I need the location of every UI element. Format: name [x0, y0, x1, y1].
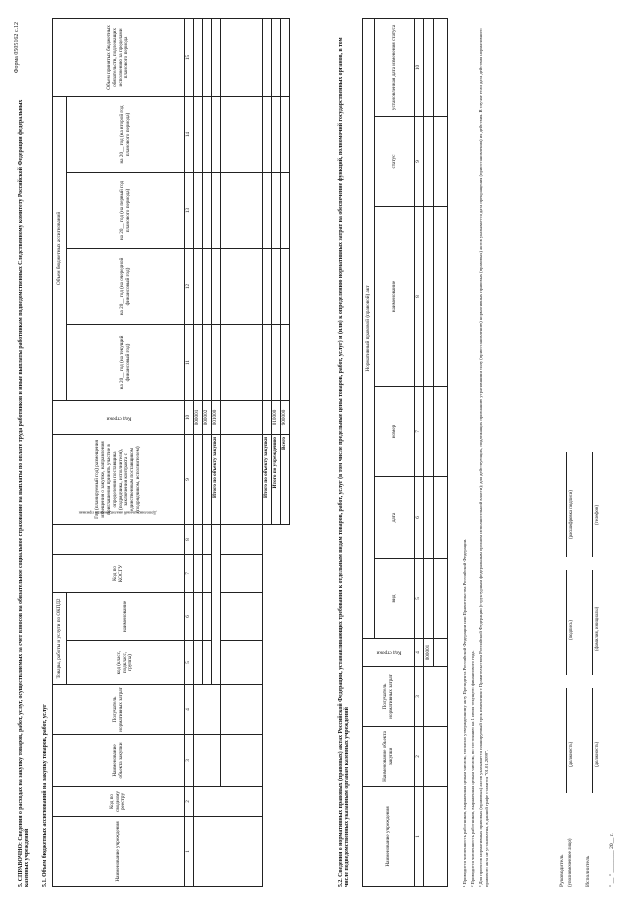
head-sub-label: (уполномоченное лицо): [568, 838, 573, 887]
head-label: Руководитель: [559, 854, 565, 887]
head-signature-line: [566, 570, 567, 675]
norm-acts-table: Наименование учреждения Наименование объекта закупки Получатель нормативных затрат Код строки Нормативный правовой (правовой) акт вид дата номер наименование статус установленная дата изменения статуса 1 2 3 4 5 6 7 8 9 10 000001: [362, 18, 448, 887]
col-year-plan1: на 20__ год (на первый год планового периода): [67, 172, 185, 248]
t2-col-act-name: наименование: [375, 207, 415, 387]
col-norm-recipient: Получатель нормативных затрат: [53, 685, 185, 735]
executor-phone-caption: (телефон): [595, 504, 600, 525]
head-decoding-caption: (расшифровка подписи): [569, 490, 574, 539]
date-line: " __ " ________ 20__ г.: [609, 833, 615, 887]
col-object-name: Наименование объекта закупки: [53, 735, 185, 787]
col-year-next: на 20__ год (на очередной финансовый год): [67, 248, 185, 324]
executor-fio-line: [592, 570, 593, 675]
head-signature-caption: (подпись): [569, 620, 574, 640]
table2-number-row: 1 2 3 4 5 6 7 8 9 10: [415, 18, 424, 886]
table-row-grand-total: Всего 900000: [281, 18, 290, 886]
table-row: 000002: [203, 18, 212, 886]
form-code: Форма 0505162 с.12: [14, 22, 20, 74]
footnote-2: ² Приводится численность работников, выраженная целым числом, по состоянию на 1 июля текущего финансового года.: [470, 650, 475, 887]
col-extra-attr: Дополнительный аналитический признак: [53, 524, 185, 554]
head-decoding-line: [566, 452, 567, 557]
footnote-1: ¹ Приводится численность работников, выраженная целым числом, согласно утвержденному акту Президента Российской Федерации или Правительства Российской Федерации.: [462, 538, 467, 887]
col-registry-code: Код по сводному реестру: [53, 787, 185, 817]
table-row-institution-total: Итого по учреждению 010000: [272, 18, 281, 886]
executor-phone-line: [592, 452, 593, 557]
t2-col-act-status-date: установленная дата изменения статуса: [375, 18, 415, 116]
footnote-3: ³ Для проектов нормативных правовых (правовых) актов указывается планируемый срок изменения с Правительством Российской Федерации (структурным федеральным органом исполнительной власти); для действующих, подлежащих признанию утратившими силу (приостановлению) нормативных правовых (правовых) актов указывается дата прекращения (приостановления) их действия. В случае если дата действия нормативного правового акта не установлена, в данной графе ставится "01.01.2099".: [478, 28, 489, 887]
col-goods-group: Товары, работы и услуги по ОКПД2: [53, 592, 67, 684]
executor-fio-caption: (фамилия, инициалы): [595, 606, 600, 651]
t2-col-act-number: номер: [375, 387, 415, 477]
head-position-line: [566, 688, 567, 793]
col-institution-name: Наименование учреждения: [53, 817, 185, 887]
table-row: 000001: [424, 18, 434, 886]
executor-position-caption: (должность): [595, 741, 600, 767]
executor-position-line: [592, 688, 593, 793]
table-row: 000001: [194, 18, 203, 886]
section-5-title: 5. СПРАВОЧНО: Сведения о расходах на закупку товаров, работ, услуг, осуществляемых за счет взносов на обязательное социальное страхование на выплаты по оплате труда работников и иные выплаты работникам подведомственных Следственному комитету Российской Федерации федеральных казенных учреждений: [18, 99, 31, 887]
section-5-1-title: 5.1. Объем бюджетных ассигнований на закупку товаров, работ, услуг: [42, 704, 48, 887]
col-goods-name: наименование: [67, 592, 185, 640]
col-kosgu: Код по КОСГУ: [53, 554, 185, 592]
col-commitments: Объем принятых бюджетных обязательств, подлежащих исполнению за пределами планового периода: [53, 18, 185, 96]
col-line-code: Код строки: [53, 400, 185, 434]
table-row-object-total: Итого по объекту закупки 001000: [212, 18, 221, 886]
t2-col-act-status: статус: [375, 117, 415, 207]
table-row-object-total-2: Итого по объекту закупки: [263, 18, 272, 886]
col-goods-code: код (класс, подкласс, группа): [67, 641, 185, 685]
table-row: [221, 18, 263, 886]
col-year-plan2: на 20__ год (на второй год планового периода): [67, 96, 185, 172]
col-budget-group: Объем бюджетных ассигнований: [53, 96, 67, 400]
t2-col-act-group: Нормативный правовой (правовой) акт: [363, 18, 375, 638]
col-year-current: на 20__ год (на текущий финансовый год): [67, 324, 185, 400]
section-5-2-title: 5.2. Сведения о нормативных правовых (правовых) актах Российской Федерации, устанавливающих требования к отдельным видам товаров, работ, услуг (в том числе предельные цены товаров, работ, услуг) и (или) к определению нормативных затрат на обеспечение функций, полномочий государственных органов, в том числе подведомственных указанным органам казенных учреждений: [338, 37, 351, 887]
executor-label: Исполнитель: [585, 855, 591, 887]
head-position-caption: (должность): [569, 741, 574, 767]
budget-table: [52, 18, 290, 887]
table1-number-row: 1 2 3 4 5 6 7 8 9 10 11 12 13 14 15: [185, 18, 194, 886]
col-year: Год (планируемый год) размещения извещения о закупке, направления приглашения принять участие в определении поставщика (подрядчика, исполнителя), заключения контракта с единственным поставщиком (подрядчиком, исполнителем): [53, 434, 185, 524]
